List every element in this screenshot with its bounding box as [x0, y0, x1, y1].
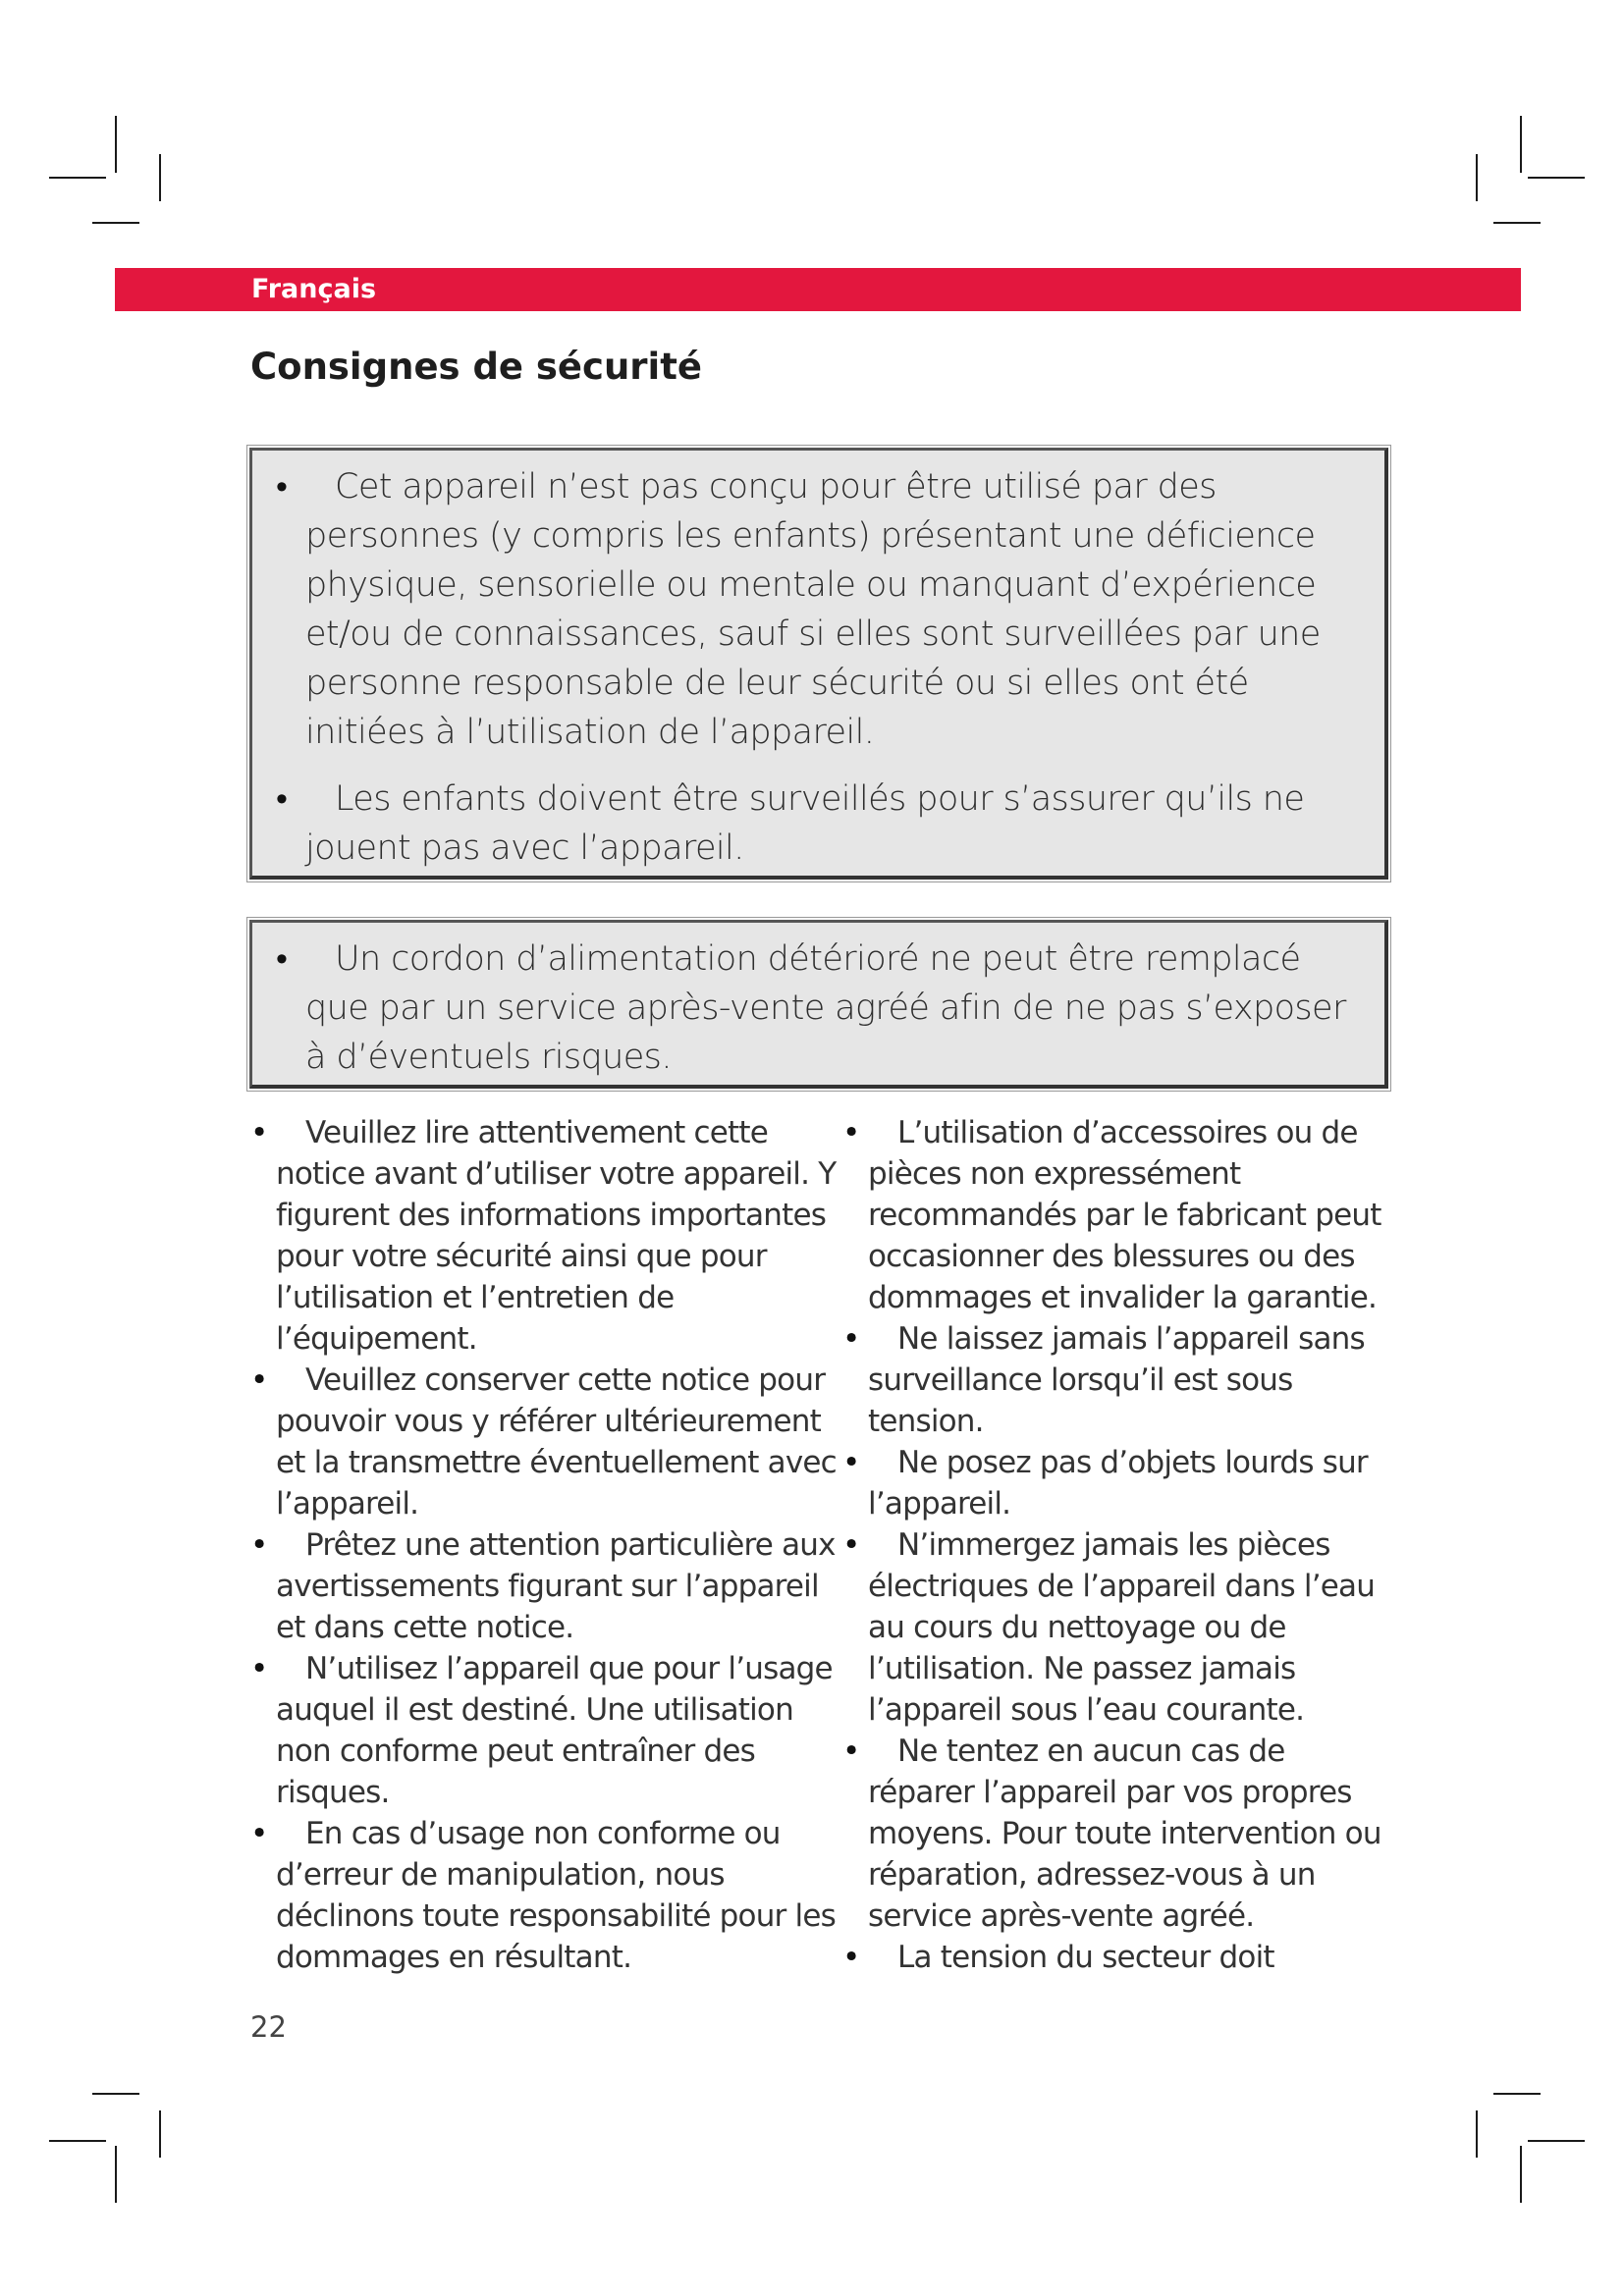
warning-item: • Un cordon d’alimentation détérioré ne peut être remplacé que par un service après-vente agréé afin de ne pas s’exposer à d’éventuels risques. — [305, 934, 1369, 1082]
crop-mark — [1493, 222, 1541, 224]
crop-mark — [1520, 116, 1522, 173]
crop-mark — [92, 222, 139, 224]
crop-mark — [1476, 2110, 1478, 2158]
list-item: • La tension du secteur doit — [868, 1937, 1398, 1978]
crop-mark — [49, 2140, 106, 2142]
crop-mark — [49, 177, 106, 179]
crop-mark — [159, 2110, 161, 2158]
list-item: • En cas d’usage non conforme ou d’erreur de manipulation, nous déclinons toute responsabilité pour les dommages en résultant. — [276, 1813, 840, 1978]
warning-item: • Les enfants doivent être surveillés pour s’assurer qu’ils ne jouent pas avec l’appareil. — [305, 774, 1369, 873]
crop-mark — [92, 2093, 139, 2095]
crop-mark — [159, 154, 161, 201]
crop-mark — [1528, 2140, 1585, 2142]
list-item: • Veuillez lire attentivement cette notice avant d’utiliser votre appareil. Y figurent des informations importantes pour votre sécurité ainsi que pour l’utilisation et l’entretien de l’équipement. — [276, 1112, 840, 1360]
list-item: • Veuillez conserver cette notice pour pouvoir vous y référer ultérieurement et la transmettre éventuellement avec l’appareil. — [276, 1360, 840, 1524]
language-banner — [115, 268, 1521, 311]
crop-mark — [1476, 154, 1478, 201]
list-item: • L’utilisation d’accessoires ou de pièces non expressément recommandés par le fabricant peut occasionner des blessures ou des dommages et invalider la garantie. — [868, 1112, 1398, 1318]
list-item: • N’immergez jamais les pièces électriques de l’appareil dans l’eau au cours du nettoyage ou de l’utilisation. Ne passez jamais l’appareil sous l’eau courante. — [868, 1524, 1398, 1731]
safety-list-right — [868, 1112, 1398, 1978]
warning-box — [249, 448, 1388, 880]
list-item: • Prêtez une attention particulière aux avertissements figurant sur l’appareil et dans cette notice. — [276, 1524, 840, 1648]
list-item: • Ne tentez en aucun cas de réparer l’appareil par vos propres moyens. Pour toute intervention ou réparation, adressez-vous à un service après-vente agréé. — [868, 1731, 1398, 1937]
language-label: Français — [251, 274, 377, 304]
page-title: Consignes de sécurité — [250, 346, 703, 388]
page-number: 22 — [250, 2010, 287, 2044]
warning-item: • Cet appareil n’est pas conçu pour être utilisé par des personnes (y compris les enfants) présentant une déficience physique, sensorielle ou mentale ou manquant d’expérience et/ou de connaissances, sauf si elles sont surveillées par une personne responsable de leur sécurité ou si elles ont été initiées à l’utilisation de l’appareil. — [305, 462, 1369, 757]
list-item: • Ne laissez jamais l’appareil sans surveillance lorsqu’il est sous tension. — [868, 1318, 1398, 1442]
list-item: • N’utilisez l’appareil que pour l’usage auquel il est destiné. Une utilisation non conforme peut entraîner des risques. — [276, 1648, 840, 1813]
crop-mark — [115, 2146, 117, 2203]
crop-mark — [1520, 2146, 1522, 2203]
safety-list-left — [276, 1112, 840, 1978]
list-item: • Ne posez pas d’objets lourds sur l’appareil. — [868, 1442, 1398, 1524]
crop-mark — [115, 116, 117, 173]
crop-mark — [1528, 177, 1585, 179]
warning-box — [249, 920, 1388, 1089]
crop-mark — [1493, 2093, 1541, 2095]
